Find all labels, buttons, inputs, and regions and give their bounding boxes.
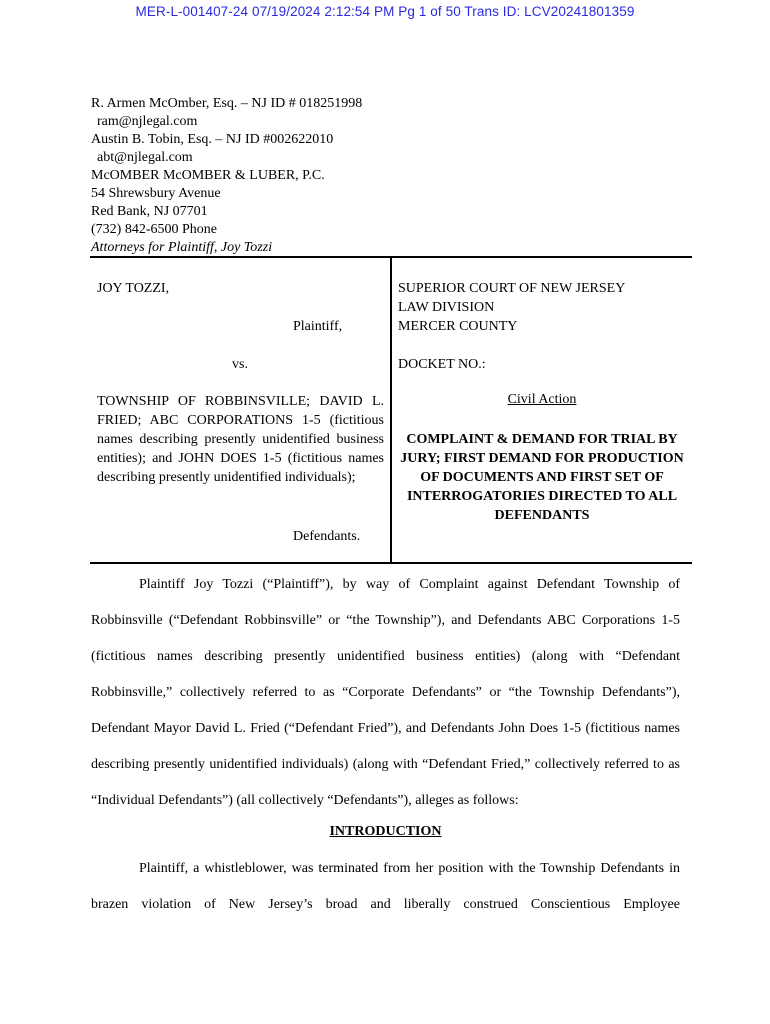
court-division: LAW DIVISION (398, 300, 495, 315)
section-heading: INTRODUCTION (329, 824, 442, 839)
caption-bottom-rule (90, 562, 692, 564)
civil-action: Civil Action (507, 392, 577, 407)
plaintiff-label: Plaintiff, (293, 319, 343, 334)
court-county: MERCER COUNTY (398, 319, 518, 334)
filing-stamp: MER-L-001407-24 07/19/2024 2:12:54 PM Pg 1 of 50 Trans ID: LCV20241801359 (135, 4, 635, 19)
counsel-email: ram@njlegal.com (97, 114, 198, 129)
counsel-line: Austin B. Tobin, Esq. – NJ ID #002622010 (91, 132, 334, 147)
defendants-label: Defendants. (293, 529, 361, 544)
firm-name: McOMBER McOMBER & LUBER, P.C. (91, 168, 325, 183)
court-name (398, 279, 625, 336)
introduction-paragraph (91, 851, 680, 923)
versus: vs. (232, 357, 248, 372)
plaintiff-name: JOY TOZZI, (97, 281, 170, 296)
opening-paragraph (91, 567, 680, 819)
paragraph: Plaintiff Joy Tozzi (“Plaintiff”), by way of Complaint against Defendant Township of Robbinsville (“Defendant Robbinsville” or “the Township”), and Defendants ABC Corporations 1-5 (fictitious names describing presently unidentified business entities) (along with “Defendant Robbinsville,” collectively referred to as “Corporate Defendants” or “the Township Defendants”), Defendant Mayor David L. Fried (“Defendant Fried”), and Defendants John Does 1-5 (fictitious names describing presently unidentified individuals) (along with “Defendant Fried,” collectively referred to as “Individual Defendants”) (all collectively “Defendants”), alleges as follows: (91, 577, 680, 808)
counsel-email: abt@njlegal.com (97, 150, 193, 165)
caption-divider (390, 257, 392, 563)
paragraph: Plaintiff, a whistleblower, was terminated from her position with the Township Defendants in brazen violation of New Jersey’s broad and liberally construed Conscientious Employee (91, 861, 680, 912)
defendants-list: TOWNSHIP OF ROBBINSVILLE; DAVID L. FRIED; ABC CORPORATIONS 1-5 (fictitious names describing presently unidentified business entities); and JOHN DOES 1-5 (fictitious names describing presently unidentified individuals); (97, 394, 384, 485)
document-title: COMPLAINT & DEMAND FOR TRIAL BY JURY; FIRST DEMAND FOR PRODUCTION OF DOCUMENTS AND FIRST SET OF INTERROGATORIES DIRECTED TO ALL DEFENDANTS (400, 432, 684, 523)
firm-city: Red Bank, NJ 07701 (91, 204, 208, 219)
docket-number: DOCKET NO.: (398, 357, 486, 372)
attorneys-for: Attorneys for Plaintiff, Joy Tozzi (91, 240, 273, 255)
counsel-block (91, 95, 362, 257)
firm-phone: (732) 842-6500 Phone (91, 222, 217, 237)
court-line: SUPERIOR COURT OF NEW JERSEY (398, 281, 626, 296)
firm-street: 54 Shrewsbury Avenue (91, 186, 221, 201)
counsel-line: R. Armen McOmber, Esq. – NJ ID # 018251998 (91, 96, 363, 111)
